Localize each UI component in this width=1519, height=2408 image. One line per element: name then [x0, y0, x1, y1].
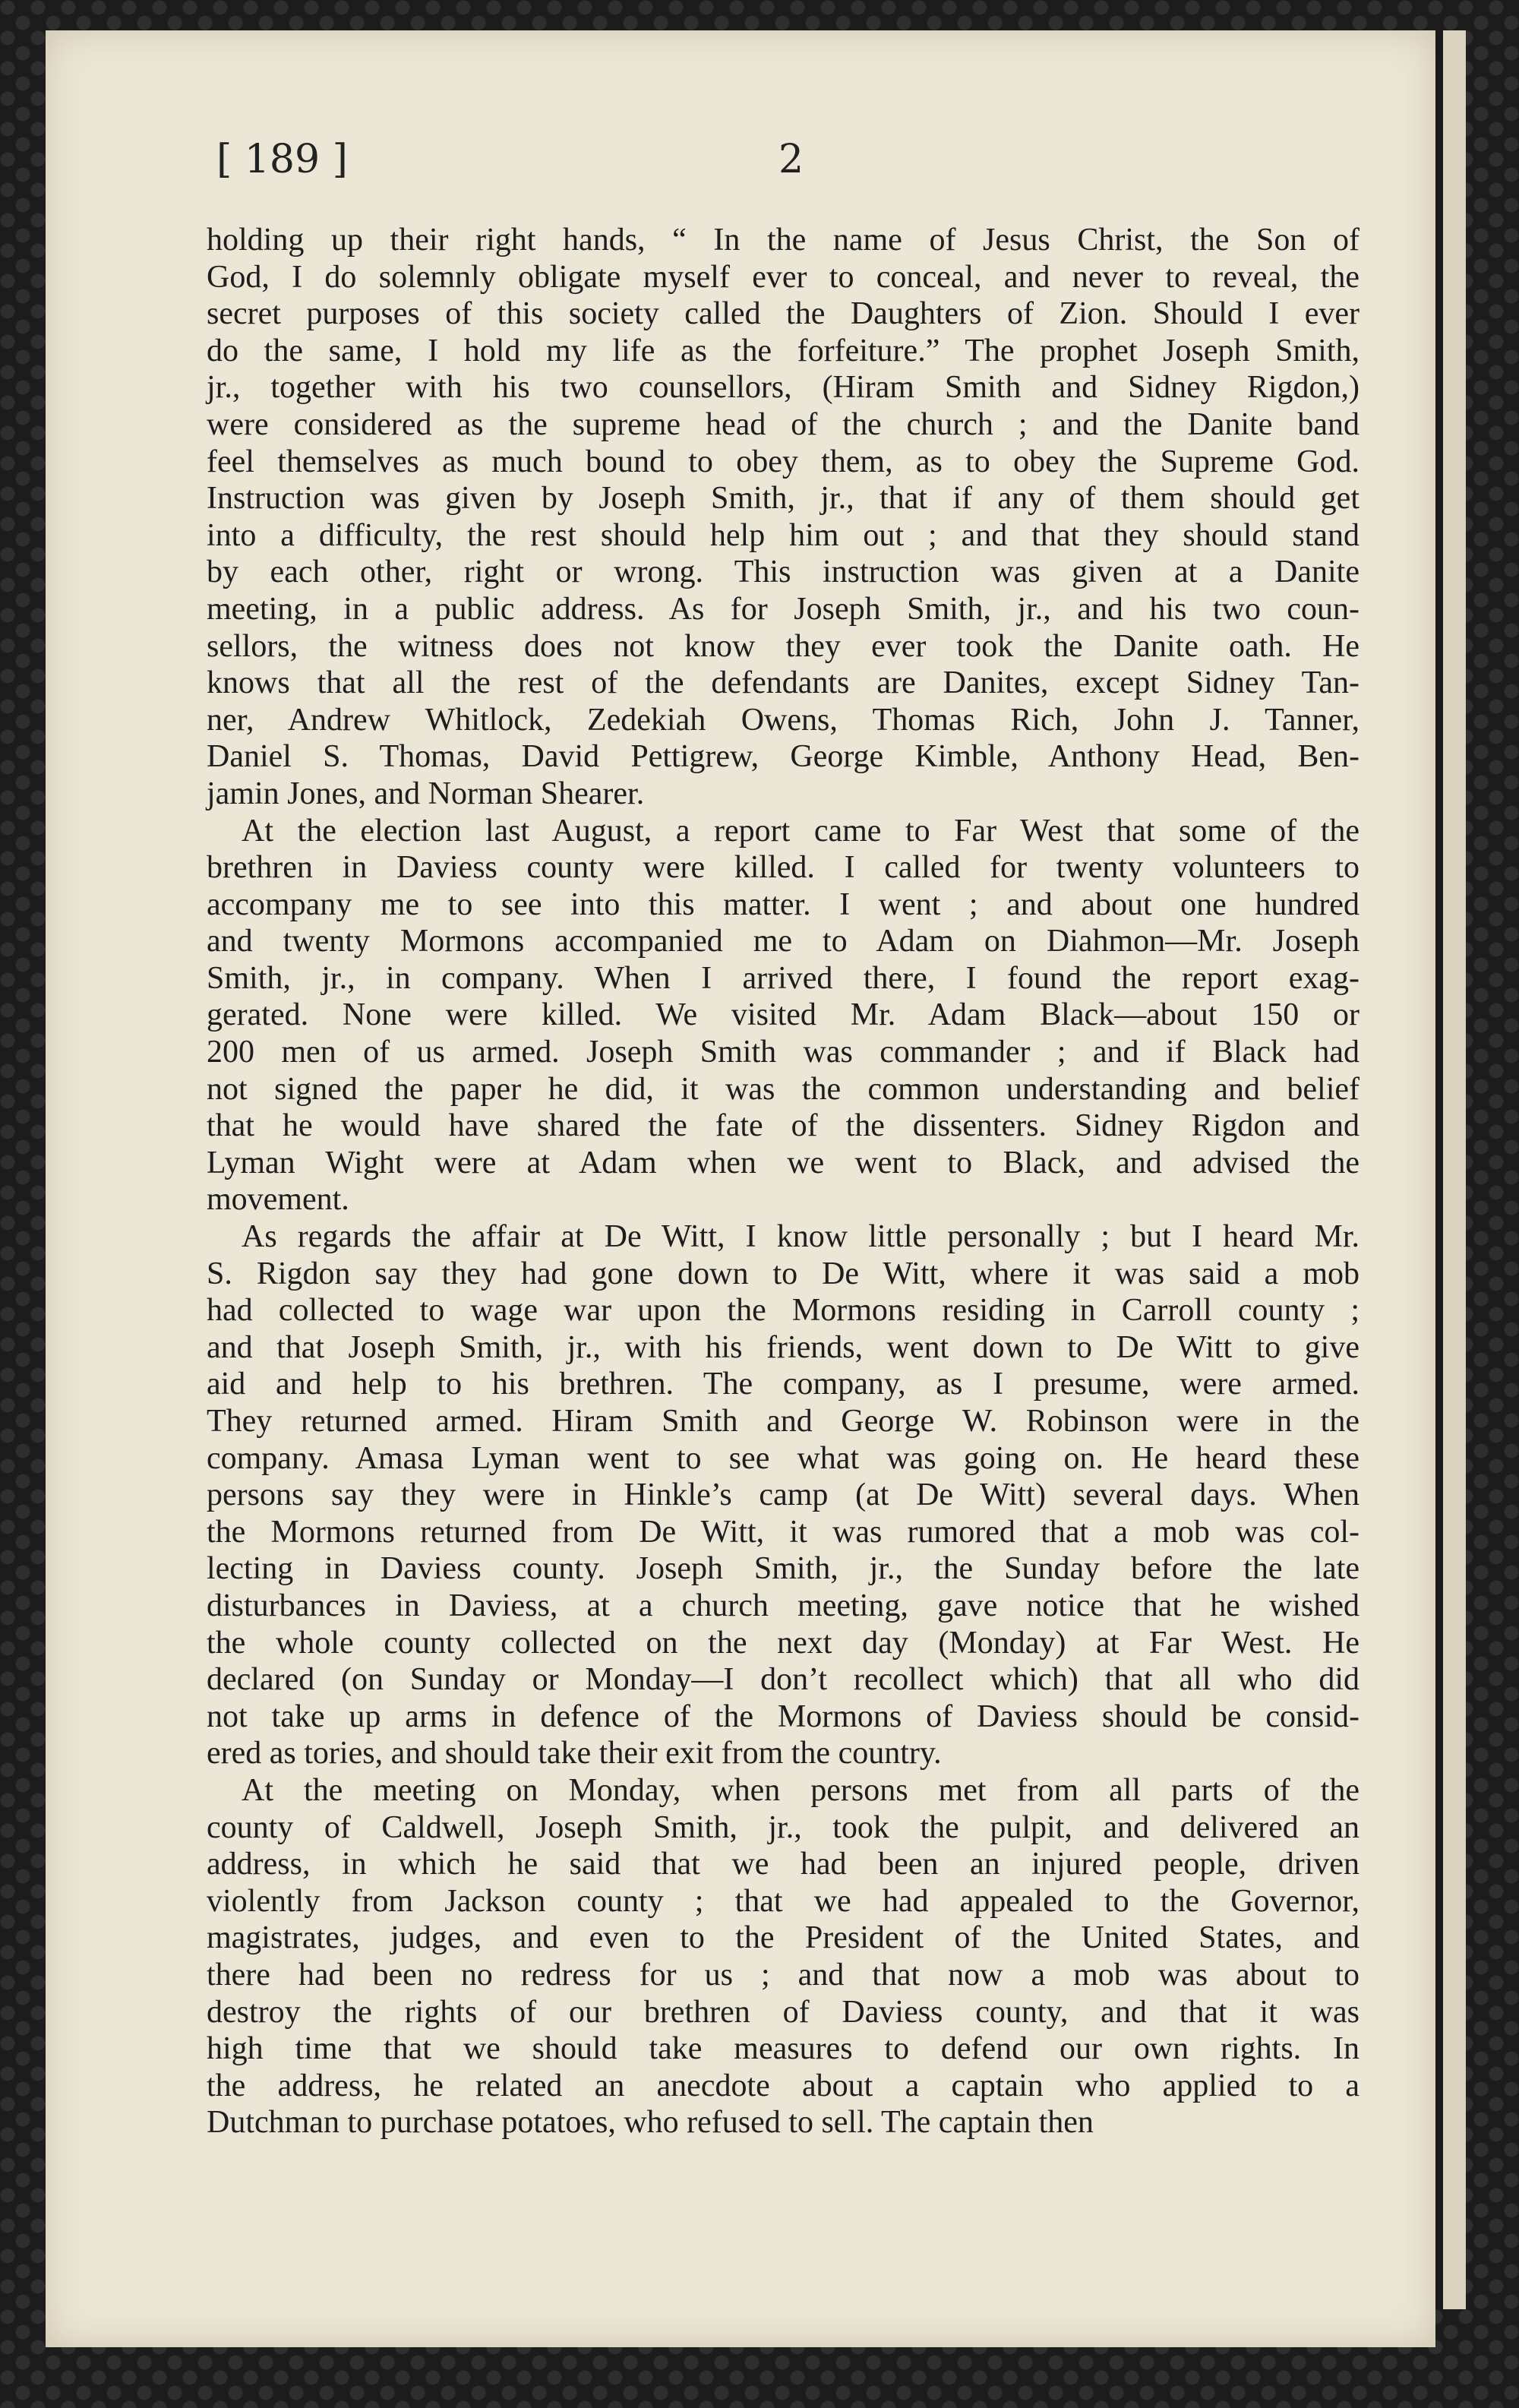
- text-line: Instruction was given by Joseph Smith, jr., that if any of them should get: [207, 481, 1360, 517]
- text-line: persons say they were in Hinkle’s camp (at De Witt) several days. When: [207, 1477, 1360, 1513]
- text-line: company. Amasa Lyman went to see what was going on. He heard these: [207, 1440, 1360, 1476]
- text-line: Dutchman to purchase potatoes, who refused to sell. The captain then: [207, 2105, 1094, 2141]
- text-line: ner, Andrew Whitlock, Zedekiah Owens, Thomas Rich, John J. Tanner,: [207, 702, 1360, 738]
- text-line: disturbances in Daviess, at a church meeting, gave notice that he wished: [207, 1588, 1360, 1623]
- text-line: jamin Jones, and Norman Shearer.: [207, 776, 645, 811]
- text-line: and twenty Mormons accompanied me to Adam on Diahmon—Mr. Joseph: [207, 924, 1360, 959]
- text-line: jr., together with his two counsellors, (Hiram Smith and Sidney Rigdon,): [207, 370, 1360, 406]
- text-line: the address, he related an anecdote about a captain who applied to a: [207, 2068, 1360, 2103]
- page-edge: [1435, 30, 1466, 2309]
- text-line: They returned armed. Hiram Smith and George W. Robinson were in the: [207, 1404, 1360, 1439]
- paragraph: [207, 813, 1360, 1219]
- page-header: [216, 137, 1356, 198]
- text-line: not take up arms in defence of the Mormons of Daviess should be consid-: [207, 1699, 1360, 1734]
- text-line: county of Caldwell, Joseph Smith, jr., took the pulpit, and delivered an: [207, 1809, 1360, 1845]
- text-line: had collected to wage war upon the Mormons residing in Carroll county ;: [207, 1293, 1360, 1329]
- text-line: movement.: [207, 1182, 349, 1218]
- signature-mark: 2: [778, 137, 804, 182]
- text-line: Smith, jr., in company. When I arrived there, I found the report exag-: [207, 960, 1360, 996]
- text-line: accompany me to see into this matter. I went ; and about one hundred: [207, 886, 1360, 922]
- text-line: ered as tories, and should take their exit from the country.: [207, 1736, 942, 1771]
- text-line: secret purposes of this society called the Daughters of Zion. Should I ever: [207, 296, 1360, 332]
- text-line: Daniel S. Thomas, David Pettigrew, George Kimble, Anthony Head, Ben-: [207, 739, 1360, 775]
- page-number: [ 189 ]: [216, 137, 348, 182]
- text-line: declared (on Sunday or Monday—I don’t recollect which) that all who did: [207, 1662, 1360, 1698]
- paragraph: [207, 222, 1360, 813]
- text-line: the whole county collected on the next day (Monday) at Far West. He: [207, 1625, 1360, 1661]
- text-line: violently from Jackson county ; that we had appealed to the Governor,: [207, 1883, 1360, 1919]
- text-line: S. Rigdon say they had gone down to De Witt, where it was said a mob: [207, 1256, 1360, 1291]
- text-line: and that Joseph Smith, jr., with his friends, went down to De Witt to give: [207, 1329, 1360, 1365]
- text-line: gerated. None were killed. We visited Mr. Adam Black—about 150 or: [207, 997, 1360, 1033]
- text-line: destroy the rights of our brethren of Daviess county, and that it was: [207, 1994, 1360, 2030]
- text-line: At the election last August, a report came to Far West that some of the: [242, 813, 1360, 848]
- text-line: knows that all the rest of the defendants are Danites, except Sidney Tan-: [207, 665, 1360, 701]
- text-line: high time that we should take measures to defend our own rights. In: [207, 2031, 1360, 2067]
- text-line: sellors, the witness does not know they ever took the Danite oath. He: [207, 628, 1360, 664]
- text-line: the Mormons returned from De Witt, it was rumored that a mob was col-: [207, 1514, 1360, 1550]
- text-line: that he would have shared the fate of the dissenters. Sidney Rigdon and: [207, 1108, 1360, 1144]
- text-line: address, in which he said that we had been an injured people, driven: [207, 1847, 1360, 1882]
- text-line: lecting in Daviess county. Joseph Smith, jr., the Sunday before the late: [207, 1551, 1360, 1587]
- text-line: were considered as the supreme head of the church ; and the Danite band: [207, 406, 1360, 442]
- text-line: by each other, right or wrong. This instruction was given at a Danite: [207, 555, 1360, 590]
- text-line: At the meeting on Monday, when persons met from all parts of the: [242, 1772, 1360, 1808]
- paragraph: [207, 1772, 1360, 2141]
- body-text: [207, 222, 1360, 2141]
- paragraph: [207, 1218, 1360, 1772]
- text-line: meeting, in a public address. As for Joseph Smith, jr., and his two coun-: [207, 591, 1360, 627]
- text-line: into a difficulty, the rest should help him out ; and that they should stand: [207, 517, 1360, 553]
- text-line: brethren in Daviess county were killed. I called for twenty volunteers to: [207, 850, 1360, 886]
- text-line: God, I do solemnly obligate myself ever to conceal, and never to reveal, the: [207, 259, 1360, 295]
- text-line: Lyman Wight were at Adam when we went to Black, and advised the: [207, 1145, 1360, 1180]
- text-line: not signed the paper he did, it was the common understanding and belief: [207, 1071, 1360, 1107]
- text-line: holding up their right hands, “ In the name of Jesus Christ, the Son of: [207, 223, 1360, 258]
- text-line: As regards the affair at De Witt, I know little personally ; but I heard Mr.: [242, 1219, 1360, 1255]
- text-line: there had been no redress for us ; and that now a mob was about to: [207, 1957, 1360, 1992]
- text-line: magistrates, judges, and even to the President of the United States, and: [207, 1920, 1360, 1956]
- text-line: do the same, I hold my life as the forfeiture.” The prophet Joseph Smith,: [207, 333, 1360, 368]
- text-line: aid and help to his brethren. The company, as I presume, were armed.: [207, 1367, 1360, 1402]
- text-line: 200 men of us armed. Joseph Smith was commander ; and if Black had: [207, 1035, 1360, 1070]
- text-line: feel themselves as much bound to obey them, as to obey the Supreme God.: [207, 444, 1360, 479]
